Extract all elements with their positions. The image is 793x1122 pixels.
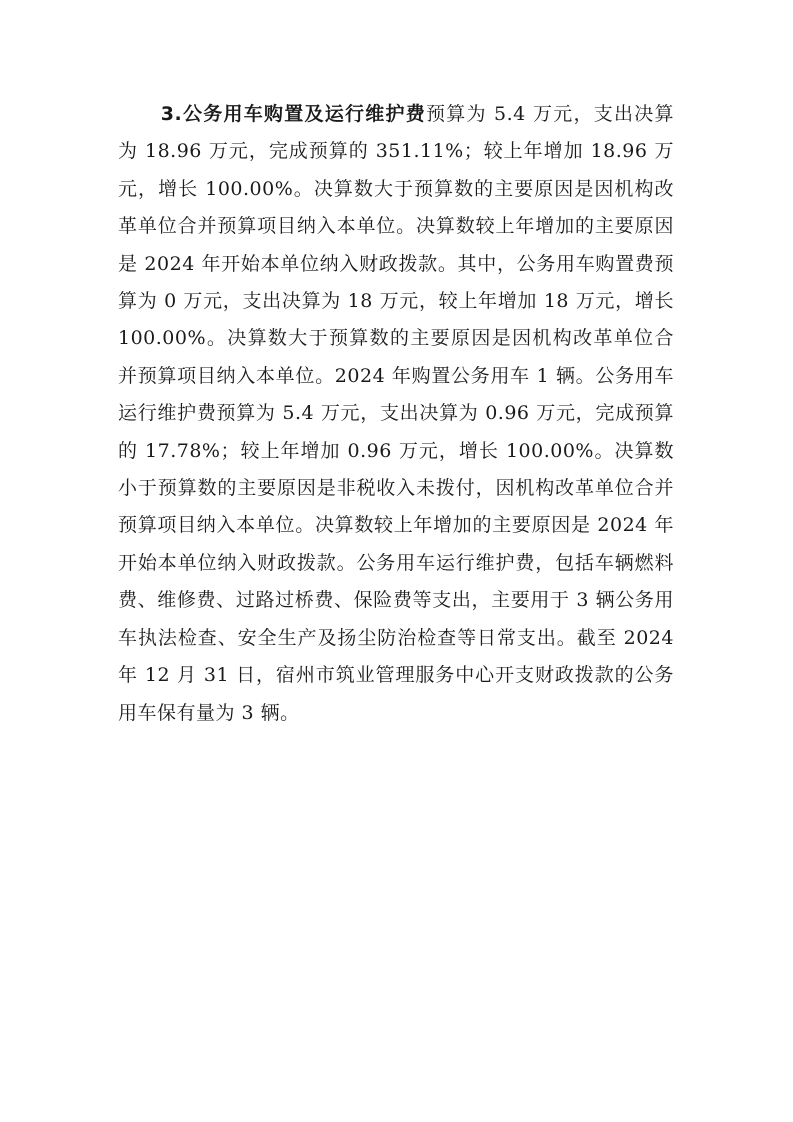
section-heading: 3.公务用车购置及运行维护费 xyxy=(160,103,426,125)
document-page xyxy=(118,96,674,732)
vehicle-expense-paragraph xyxy=(118,96,674,732)
section-body: 预算为 5.4 万元，支出决算为 18.96 万元，完成预算的 351.11%；较上年增加 18.96 万元，增长 100.00%。决算数大于预算数的主要原因是因机构改革单位合并预算项目纳入本单位。决算数较上年增加的主要原因是 2024 年开始本单位纳入财政拨款。其中，公务用车购置费预算为 0 万元，支出决算为 18 万元，较上年增加 18 万元，增长 100.00%。决算数大于预算数的主要原因是因机构改革单位合并预算项目纳入本单位。2024 年购置公务用车 1 辆。公务用车运行维护费预算为 5.4 万元，支出决算为 0.96 万元，完成预算的 17.78%；较上年增加 0.96 万元，增长 100.00%。决算数小于预算数的主要原因是非税收入未拨付，因机构改革单位合并预算项目纳入本单位。决算数较上年增加的主要原因是 2024 年开始本单位纳入财政拨款。公务用车运行维护费，包括车辆燃料费、维修费、过路过桥费、保险费等支出，主要用于 3 辆公务用车执法检查、安全生产及扬尘防治检查等日常支出。截至 2024 年 12 月 31 日，宿州市筑业管理服务中心开支财政拨款的公务用车保有量为 3 辆。 xyxy=(118,103,674,724)
